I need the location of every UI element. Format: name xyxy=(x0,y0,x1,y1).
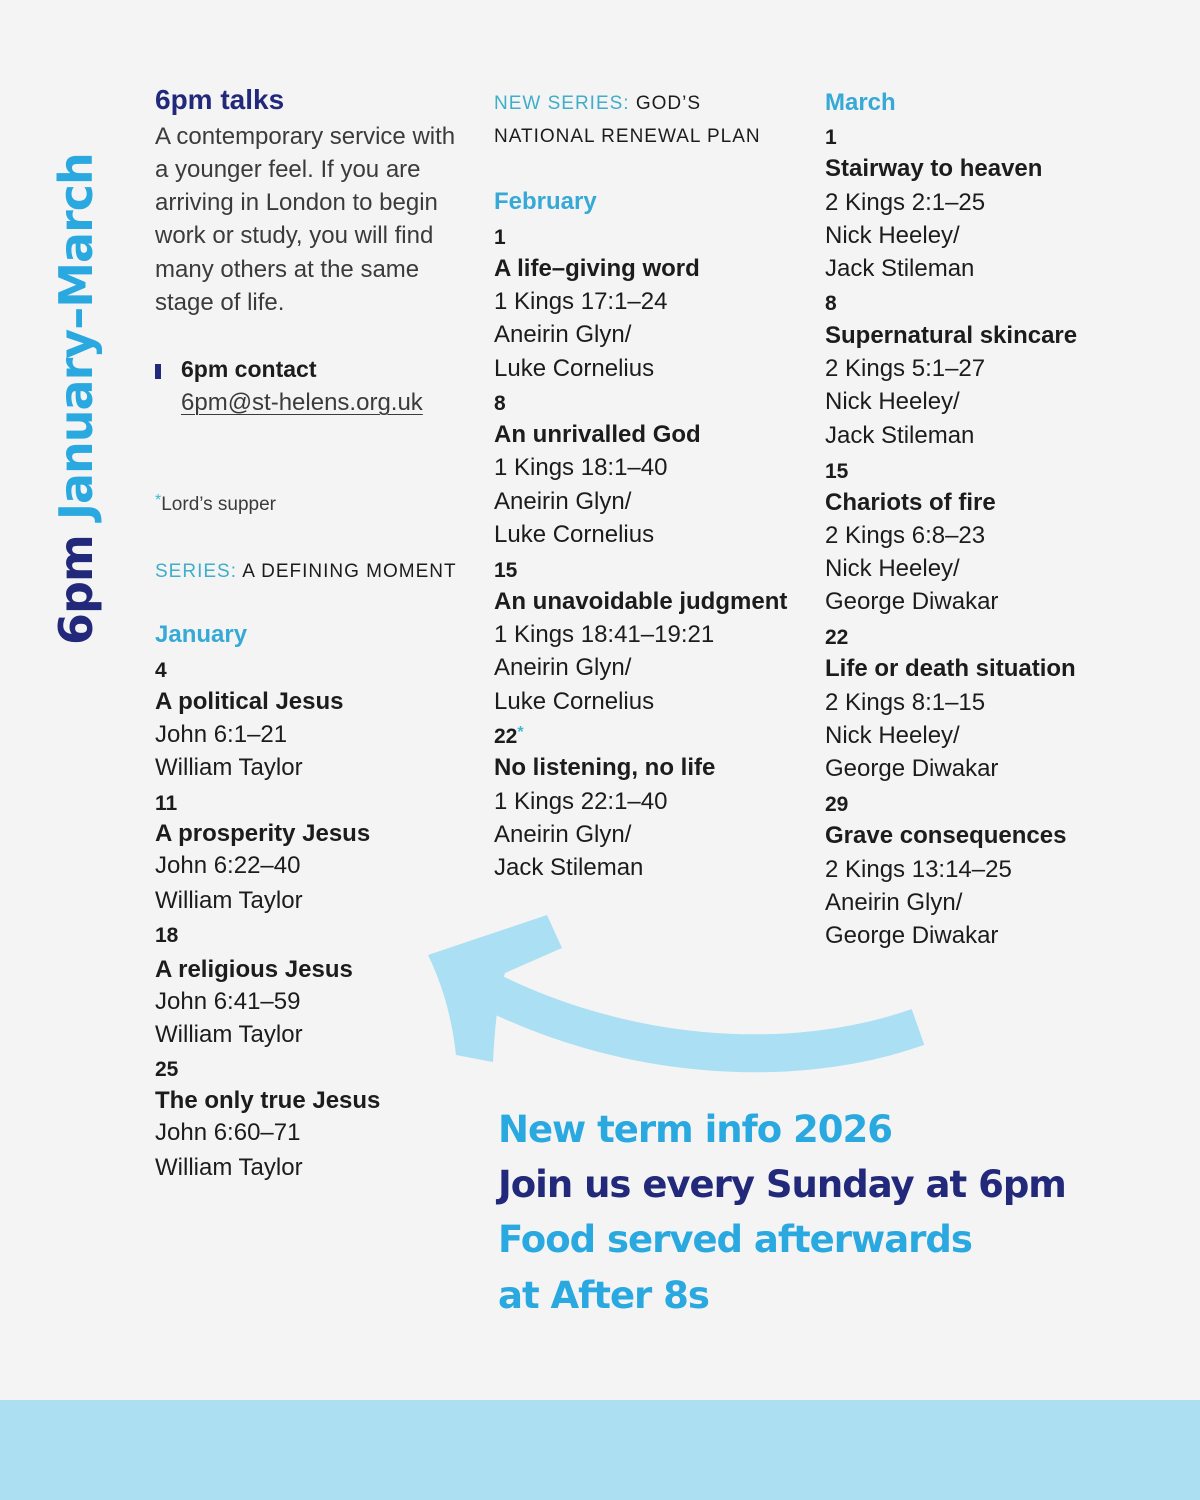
talk-title: Life or death situation xyxy=(825,655,1076,682)
talk-speaker: Aneirin Glyn/ xyxy=(494,321,632,348)
series-label: SERIES: xyxy=(155,561,237,582)
contact-label: 6pm contact xyxy=(181,356,317,382)
talk-speaker: Nick Heeley/ xyxy=(825,222,960,249)
talk-speaker: Nick Heeley/ xyxy=(825,388,960,415)
bullet-icon xyxy=(155,364,161,379)
talk-speaker: Jack Stileman xyxy=(825,255,975,282)
month-heading-march: March xyxy=(825,89,896,116)
talk-speaker: Nick Heeley/ xyxy=(825,555,960,582)
contact-email-link[interactable]: 6pm@st-helens.org.uk xyxy=(181,389,423,416)
series-heading xyxy=(155,555,457,588)
month-heading-january: January xyxy=(155,621,248,648)
talk-speaker: George Diwakar xyxy=(825,922,999,949)
talk-speaker: Luke Cornelius xyxy=(494,521,655,548)
new-series-name: GOD’S xyxy=(635,93,702,114)
talk-speaker: William Taylor xyxy=(155,754,303,781)
promo-line-term: New term info 2026 xyxy=(498,1108,892,1151)
arrow-head xyxy=(428,915,562,1062)
talk-speaker: Jack Stileman xyxy=(494,854,644,881)
talk-passage: 2 Kings 2:1–25 xyxy=(825,189,986,216)
talk-title: A religious Jesus xyxy=(155,956,353,983)
talk-speaker: George Diwakar xyxy=(825,588,999,615)
talk-speaker: Aneirin Glyn/ xyxy=(825,889,963,916)
talk-speaker: George Diwakar xyxy=(825,755,999,782)
intro-line: stage of life. xyxy=(155,289,285,316)
talk-speaker: William Taylor xyxy=(155,1021,303,1048)
talk-speaker: Nick Heeley/ xyxy=(825,722,960,749)
talk-passage: John 6:41–59 xyxy=(155,988,301,1015)
month-heading-february: February xyxy=(494,188,597,215)
talk-date: 4 xyxy=(155,659,167,682)
talk-date xyxy=(494,720,524,753)
talk-title: An unavoidable judgment xyxy=(494,588,788,615)
talk-speaker: Aneirin Glyn/ xyxy=(494,488,632,515)
talk-speaker: Luke Cornelius xyxy=(494,355,655,382)
talk-speaker: Aneirin Glyn/ xyxy=(494,821,632,848)
talk-speaker: Aneirin Glyn/ xyxy=(494,654,632,681)
talk-title: The only true Jesus xyxy=(155,1087,381,1114)
arrow-shaft xyxy=(478,985,918,1053)
talk-title: Supernatural skincare xyxy=(825,322,1078,349)
talk-title: Grave consequences xyxy=(825,822,1067,849)
talk-date-value: 22 xyxy=(494,725,518,748)
talk-passage: John 6:22–40 xyxy=(155,852,301,879)
talk-passage: 1 Kings 18:1–40 xyxy=(494,454,668,481)
footnote xyxy=(155,488,276,521)
talk-passage: John 6:60–71 xyxy=(155,1119,301,1146)
promo-line-after8s: at After 8s xyxy=(498,1274,709,1317)
talk-title: Chariots of fire xyxy=(825,489,996,516)
lords-supper-mark: * xyxy=(517,724,524,741)
talk-date: 15 xyxy=(825,460,849,483)
promo-line-food: Food served afterwards xyxy=(498,1218,972,1261)
series-name: A DEFINING MOMENT xyxy=(242,561,457,582)
talk-title: Stairway to heaven xyxy=(825,155,1043,182)
footnote-mark: * xyxy=(155,492,162,509)
side-title-range: January–March xyxy=(49,153,103,521)
talk-passage: 1 Kings 22:1–40 xyxy=(494,788,668,815)
talk-title: An unrivalled God xyxy=(494,421,701,448)
talk-passage: 2 Kings 6:8–23 xyxy=(825,522,986,549)
talk-passage: 2 Kings 5:1–27 xyxy=(825,355,986,382)
talk-date: 1 xyxy=(494,226,506,249)
promo-line-sunday: Join us every Sunday at 6pm xyxy=(498,1163,1066,1206)
intro-line: a younger feel. If you are xyxy=(155,156,421,183)
talk-title: A life–giving word xyxy=(494,255,700,282)
talk-speaker: William Taylor xyxy=(155,887,303,914)
talk-title: A political Jesus xyxy=(155,688,344,715)
talk-passage: 1 Kings 17:1–24 xyxy=(494,288,668,315)
talk-speaker: Jack Stileman xyxy=(825,422,975,449)
talk-title: A prosperity Jesus xyxy=(155,820,371,847)
talk-speaker: William Taylor xyxy=(155,1154,303,1181)
talk-passage: 1 Kings 18:41–19:21 xyxy=(494,621,715,648)
talk-date: 8 xyxy=(825,292,837,315)
talk-passage: John 6:1–21 xyxy=(155,721,288,748)
intro-heading: 6pm talks xyxy=(155,84,285,115)
talk-date: 15 xyxy=(494,559,518,582)
side-title-time: 6pm xyxy=(49,535,103,645)
talk-date: 11 xyxy=(155,792,178,815)
talk-passage: 2 Kings 13:14–25 xyxy=(825,856,1012,883)
bottom-band xyxy=(0,1400,1200,1500)
intro-line: arriving in London to begin xyxy=(155,189,438,216)
new-series-name-line2: NATIONAL RENEWAL PLAN xyxy=(494,126,761,147)
talk-title: No listening, no life xyxy=(494,754,716,781)
talk-date: 1 xyxy=(825,126,837,149)
talk-date: 8 xyxy=(494,392,506,415)
talk-date: 22 xyxy=(825,626,849,649)
talk-date: 25 xyxy=(155,1058,179,1081)
talk-passage: 2 Kings 8:1–15 xyxy=(825,689,986,716)
intro-line: work or study, you will find xyxy=(155,222,434,249)
new-series-heading xyxy=(494,87,701,120)
new-series-label: NEW SERIES: xyxy=(494,93,630,114)
talk-date: 18 xyxy=(155,924,179,947)
footnote-text: Lord’s supper xyxy=(161,494,277,515)
intro-line: A contemporary service with xyxy=(155,123,456,150)
talk-speaker: Luke Cornelius xyxy=(494,688,655,715)
talk-date: 29 xyxy=(825,793,849,816)
intro-line: many others at the same xyxy=(155,256,420,283)
